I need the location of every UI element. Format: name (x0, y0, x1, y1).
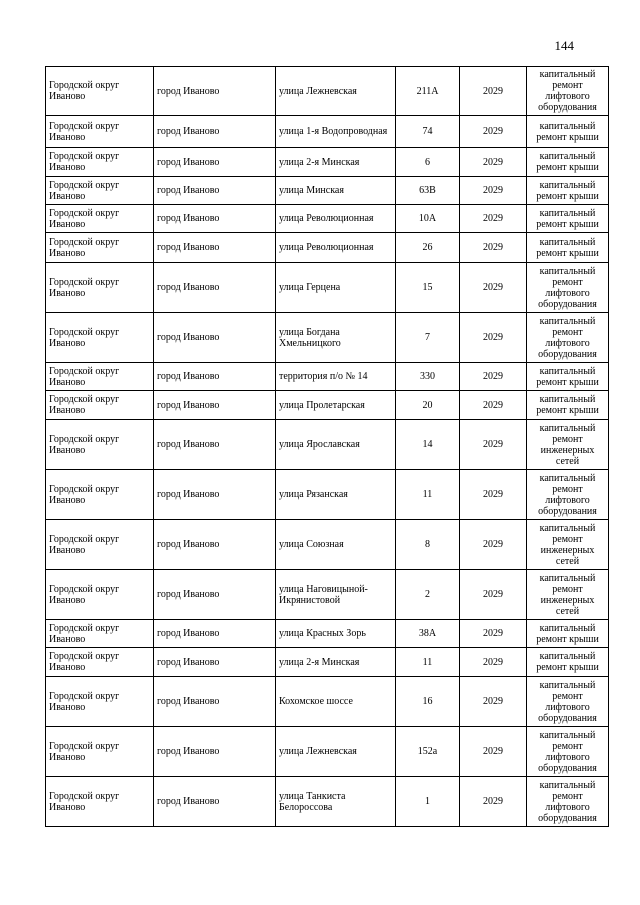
house-cell: 8 (396, 520, 460, 570)
house-cell: 20 (396, 391, 460, 420)
table-row (46, 420, 609, 470)
street-cell: улица Союзная (276, 520, 396, 570)
street-cell: улица Богдана Хмельницкого (276, 313, 396, 363)
municipality-cell: Городской округ Иваново (46, 313, 154, 363)
year-cell: 2029 (460, 727, 527, 777)
street-cell: улица 1-я Водопроводная (276, 116, 396, 148)
table-row (46, 570, 609, 620)
house-cell: 38А (396, 620, 460, 648)
house-cell: 74 (396, 116, 460, 148)
year-cell: 2029 (460, 648, 527, 677)
work-type-cell: капитальный ремонт лифтового оборудования (527, 727, 609, 777)
table-row (46, 313, 609, 363)
work-type-cell: капитальный ремонт лифтового оборудования (527, 313, 609, 363)
street-cell: улица Лежневская (276, 727, 396, 777)
table-row (46, 116, 609, 148)
municipality-cell: Городской округ Иваново (46, 233, 154, 263)
municipality-cell: Городской округ Иваново (46, 727, 154, 777)
municipality-cell: Городской округ Иваново (46, 263, 154, 313)
house-cell: 63В (396, 177, 460, 205)
work-type-cell: капитальный ремонт крыши (527, 148, 609, 177)
municipality-cell: Городской округ Иваново (46, 205, 154, 233)
settlement-cell: город Иваново (154, 67, 276, 116)
work-type-cell: капитальный ремонт крыши (527, 177, 609, 205)
settlement-cell: город Иваново (154, 148, 276, 177)
work-type-cell: капитальный ремонт инженерных сетей (527, 420, 609, 470)
table-row (46, 470, 609, 520)
table-row (46, 777, 609, 827)
year-cell: 2029 (460, 677, 527, 727)
street-cell: улица Революционная (276, 233, 396, 263)
house-cell: 211А (396, 67, 460, 116)
municipality-cell: Городской округ Иваново (46, 620, 154, 648)
year-cell: 2029 (460, 570, 527, 620)
street-cell: Кохомское шоссе (276, 677, 396, 727)
street-cell: улица Пролетарская (276, 391, 396, 420)
municipality-cell: Городской округ Иваново (46, 520, 154, 570)
work-type-cell: капитальный ремонт крыши (527, 233, 609, 263)
year-cell: 2029 (460, 67, 527, 116)
page-number: 144 (554, 38, 574, 53)
year-cell: 2029 (460, 148, 527, 177)
table-row (46, 363, 609, 391)
year-cell: 2029 (460, 363, 527, 391)
settlement-cell: город Иваново (154, 177, 276, 205)
street-cell: улица Красных Зорь (276, 620, 396, 648)
year-cell: 2029 (460, 116, 527, 148)
year-cell: 2029 (460, 520, 527, 570)
table-row (46, 520, 609, 570)
municipality-cell: Городской округ Иваново (46, 67, 154, 116)
work-type-cell: капитальный ремонт крыши (527, 391, 609, 420)
municipality-cell: Городской округ Иваново (46, 570, 154, 620)
year-cell: 2029 (460, 420, 527, 470)
settlement-cell: город Иваново (154, 777, 276, 827)
house-cell: 15 (396, 263, 460, 313)
municipality-cell: Городской округ Иваново (46, 363, 154, 391)
house-cell: 26 (396, 233, 460, 263)
house-cell: 152а (396, 727, 460, 777)
street-cell: улица 2-я Минская (276, 148, 396, 177)
work-type-cell: капитальный ремонт крыши (527, 620, 609, 648)
house-cell: 11 (396, 648, 460, 677)
house-cell: 2 (396, 570, 460, 620)
work-type-cell: капитальный ремонт крыши (527, 205, 609, 233)
table-row (46, 177, 609, 205)
house-cell: 330 (396, 363, 460, 391)
work-type-cell: капитальный ремонт крыши (527, 648, 609, 677)
settlement-cell: город Иваново (154, 116, 276, 148)
work-type-cell: капитальный ремонт лифтового оборудования (527, 470, 609, 520)
year-cell: 2029 (460, 777, 527, 827)
street-cell: улица Герцена (276, 263, 396, 313)
settlement-cell: город Иваново (154, 470, 276, 520)
house-cell: 6 (396, 148, 460, 177)
year-cell: 2029 (460, 313, 527, 363)
work-type-cell: капитальный ремонт лифтового оборудования (527, 777, 609, 827)
settlement-cell: город Иваново (154, 620, 276, 648)
table-row (46, 677, 609, 727)
house-cell: 14 (396, 420, 460, 470)
house-cell: 7 (396, 313, 460, 363)
repair-schedule-table (45, 66, 609, 827)
year-cell: 2029 (460, 205, 527, 233)
work-type-cell: капитальный ремонт инженерных сетей (527, 520, 609, 570)
street-cell: улица 2-я Минская (276, 648, 396, 677)
settlement-cell: город Иваново (154, 727, 276, 777)
street-cell: улица Революционная (276, 205, 396, 233)
work-type-cell: капитальный ремонт лифтового оборудования (527, 677, 609, 727)
year-cell: 2029 (460, 177, 527, 205)
municipality-cell: Городской округ Иваново (46, 116, 154, 148)
work-type-cell: капитальный ремонт лифтового оборудования (527, 67, 609, 116)
municipality-cell: Городской округ Иваново (46, 470, 154, 520)
street-cell: улица Ярославская (276, 420, 396, 470)
settlement-cell: город Иваново (154, 233, 276, 263)
year-cell: 2029 (460, 233, 527, 263)
street-cell: улица Минская (276, 177, 396, 205)
settlement-cell: город Иваново (154, 520, 276, 570)
settlement-cell: город Иваново (154, 570, 276, 620)
municipality-cell: Городской округ Иваново (46, 148, 154, 177)
municipality-cell: Городской округ Иваново (46, 420, 154, 470)
house-cell: 10А (396, 205, 460, 233)
municipality-cell: Городской округ Иваново (46, 648, 154, 677)
settlement-cell: город Иваново (154, 391, 276, 420)
table-row (46, 148, 609, 177)
settlement-cell: город Иваново (154, 420, 276, 470)
municipality-cell: Городской округ Иваново (46, 391, 154, 420)
house-cell: 11 (396, 470, 460, 520)
street-cell: территория п/о № 14 (276, 363, 396, 391)
work-type-cell: капитальный ремонт инженерных сетей (527, 570, 609, 620)
table-row (46, 391, 609, 420)
house-cell: 1 (396, 777, 460, 827)
year-cell: 2029 (460, 263, 527, 313)
street-cell: улица Наговицыной-Икрянистовой (276, 570, 396, 620)
table-row (46, 233, 609, 263)
work-type-cell: капитальный ремонт крыши (527, 116, 609, 148)
settlement-cell: город Иваново (154, 363, 276, 391)
work-type-cell: капитальный ремонт лифтового оборудования (527, 263, 609, 313)
street-cell: улица Рязанская (276, 470, 396, 520)
settlement-cell: город Иваново (154, 313, 276, 363)
year-cell: 2029 (460, 470, 527, 520)
settlement-cell: город Иваново (154, 648, 276, 677)
settlement-cell: город Иваново (154, 677, 276, 727)
municipality-cell: Городской округ Иваново (46, 177, 154, 205)
table-row (46, 648, 609, 677)
table-row (46, 727, 609, 777)
table-row (46, 205, 609, 233)
municipality-cell: Городской округ Иваново (46, 777, 154, 827)
year-cell: 2029 (460, 620, 527, 648)
street-cell: улица Лежневская (276, 67, 396, 116)
table-row (46, 67, 609, 116)
municipality-cell: Городской округ Иваново (46, 677, 154, 727)
year-cell: 2029 (460, 391, 527, 420)
table-row (46, 263, 609, 313)
street-cell: улица Танкиста Белороссова (276, 777, 396, 827)
settlement-cell: город Иваново (154, 263, 276, 313)
house-cell: 16 (396, 677, 460, 727)
table-row (46, 620, 609, 648)
work-type-cell: капитальный ремонт крыши (527, 363, 609, 391)
settlement-cell: город Иваново (154, 205, 276, 233)
